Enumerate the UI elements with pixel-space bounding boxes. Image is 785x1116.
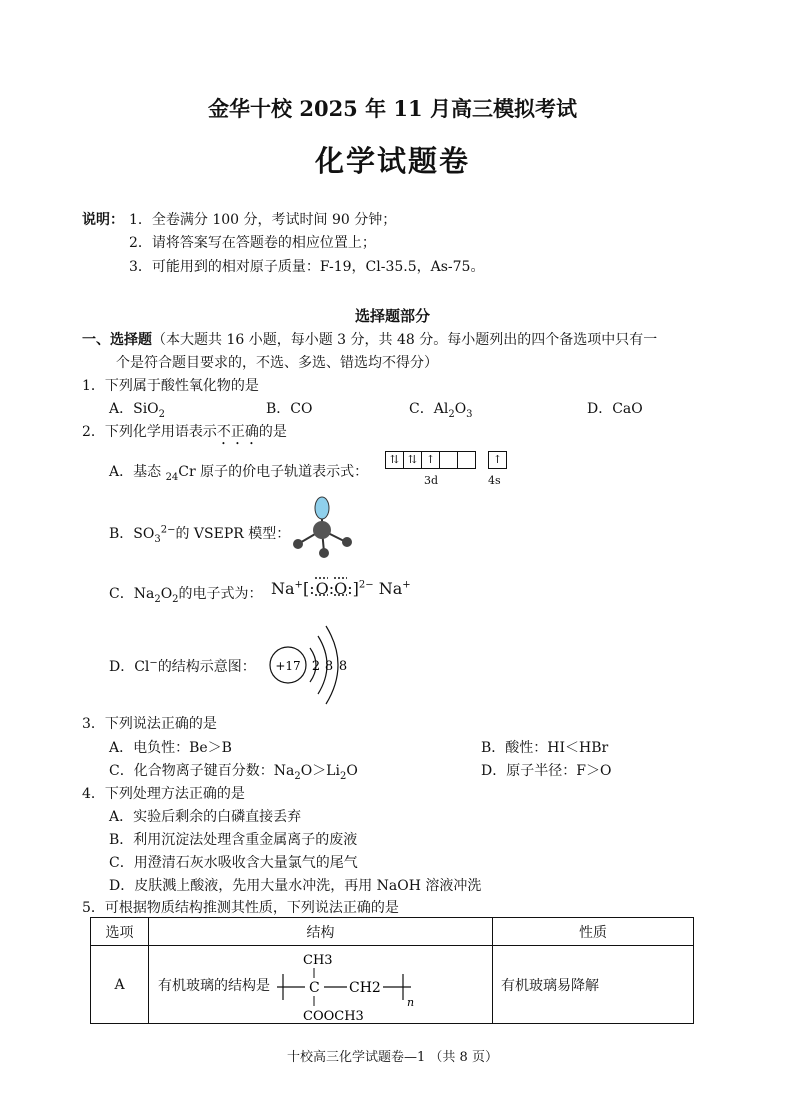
shell-count: 2 [311, 659, 321, 674]
svg-text:n: n [407, 996, 415, 1009]
q3-option-b: B．酸性：HI＜HBr [481, 740, 609, 756]
q1-stem: 1．下列属于酸性氧化物的是 [82, 378, 259, 394]
orbital-label-3d: 3d [424, 474, 439, 487]
property-cell: 有机玻璃易降解 [493, 946, 694, 1024]
q4-option-d: D．皮肤溅上酸液，先用大量水冲洗，再用 NaOH 溶液冲洗 [109, 878, 482, 894]
structure-cell [149, 946, 493, 1024]
structure-text: 有机玻璃的结构是 [158, 978, 270, 994]
shell-count: 8 [338, 659, 348, 674]
orbital-box: ↑ [422, 451, 440, 469]
q3-option-c: C．化合物离子键百分数：$Na_2O>Li_2O$ [109, 763, 358, 782]
note-item: 3．可能用到的相对原子质量：F-19，Cl-35.5，As-75。 [129, 259, 485, 275]
page-footer: 十校高三化学试题卷—1 （共 8 页） [287, 1050, 498, 1065]
shell-count: 8 [324, 659, 334, 674]
option-cell: A [91, 946, 149, 1024]
q2-stem: 2．下列化学用语表示不正确的是 [82, 424, 287, 440]
orbital-box [458, 451, 476, 469]
exam-subject: 化学试题卷 [314, 144, 470, 178]
q1-option-a: A．SiO$_2$ [109, 401, 166, 420]
q3-option-d: D．原子半径：F＞O [481, 763, 612, 779]
section-title: 选择题部分 [354, 307, 430, 325]
q2-option-b: B．$SO_3^{2-}$的 VSEPR 模型： [109, 524, 291, 545]
q4-stem: 4．下列处理方法正确的是 [82, 786, 245, 802]
q1-option-c: C．$Al_2O_3$ [409, 401, 473, 420]
q2-option-c: C．$Na_2O_2$的电子式为： [109, 586, 263, 605]
notes-label: 说明： [82, 212, 124, 228]
q2-option-d: D．Cl−的结构示意图： [109, 657, 256, 675]
table-header: 结构 [149, 918, 493, 946]
q4-option-a: A．实验后剩余的白磷直接丢弃 [109, 809, 302, 825]
q3-stem: 3．下列说法正确的是 [82, 716, 217, 732]
part-heading: 一、选择题（本大题共 16 小题，每小题 3 分，共 48 分。每小题列出的四个备选项中只有一 [82, 332, 658, 348]
table-header: 选项 [91, 918, 149, 946]
q1-option-b: B．CO [266, 401, 313, 417]
svg-text:COOCH3: COOCH3 [303, 1009, 364, 1022]
q4-option-c: C．用澄清石灰水吸收含大量氯气的尾气 [109, 855, 358, 871]
part-desc: 个是符合题目要求的，不选、多选、错选均不得分） [116, 355, 438, 371]
note-item: 1．全卷满分 100 分，考试时间 90 分钟； [129, 212, 397, 228]
svg-text:CH3: CH3 [303, 953, 333, 968]
exam-title: 金华十校 2025 年 11 月高三模拟考试 [208, 96, 577, 121]
q5-stem: 5．可根据物质结构推测其性质，下列说法正确的是 [82, 900, 399, 916]
orbital-label-4s: 4s [488, 474, 501, 487]
note-item: 2．请将答案写在答题卷的相应位置上； [129, 235, 376, 251]
q5-table [90, 917, 694, 1024]
vsepr-model-image [286, 496, 358, 562]
orbital-diagram-4s [488, 451, 507, 469]
orbital-box [440, 451, 458, 469]
atomic-structure-diagram [266, 622, 356, 706]
table-row [91, 946, 694, 1024]
svg-text:C: C [309, 980, 320, 996]
orbital-box: ↑ [488, 451, 507, 469]
q3-option-a: A．电负性：Be＞B [109, 740, 232, 756]
electron-formula: Na+[:O:O:]$^{2-}$ Na+ [271, 579, 411, 598]
q4-option-b: B．利用沉淀法处理含重金属离子的废液 [109, 832, 358, 848]
table-header: 性质 [493, 918, 694, 946]
pmma-structure [277, 948, 447, 1022]
table-header-row [91, 918, 694, 946]
orbital-box: ⇅ [404, 451, 422, 469]
orbital-diagram-3d [385, 451, 476, 469]
q2-option-a: A．基态 $_{24}$Cr 原子的价电子轨道表示式： [109, 464, 369, 483]
q1-option-d: D．CaO [587, 401, 643, 417]
svg-text:CH2: CH2 [349, 980, 381, 996]
nucleus-charge: +17 [275, 659, 301, 673]
orbital-box: ⇅ [385, 451, 404, 469]
